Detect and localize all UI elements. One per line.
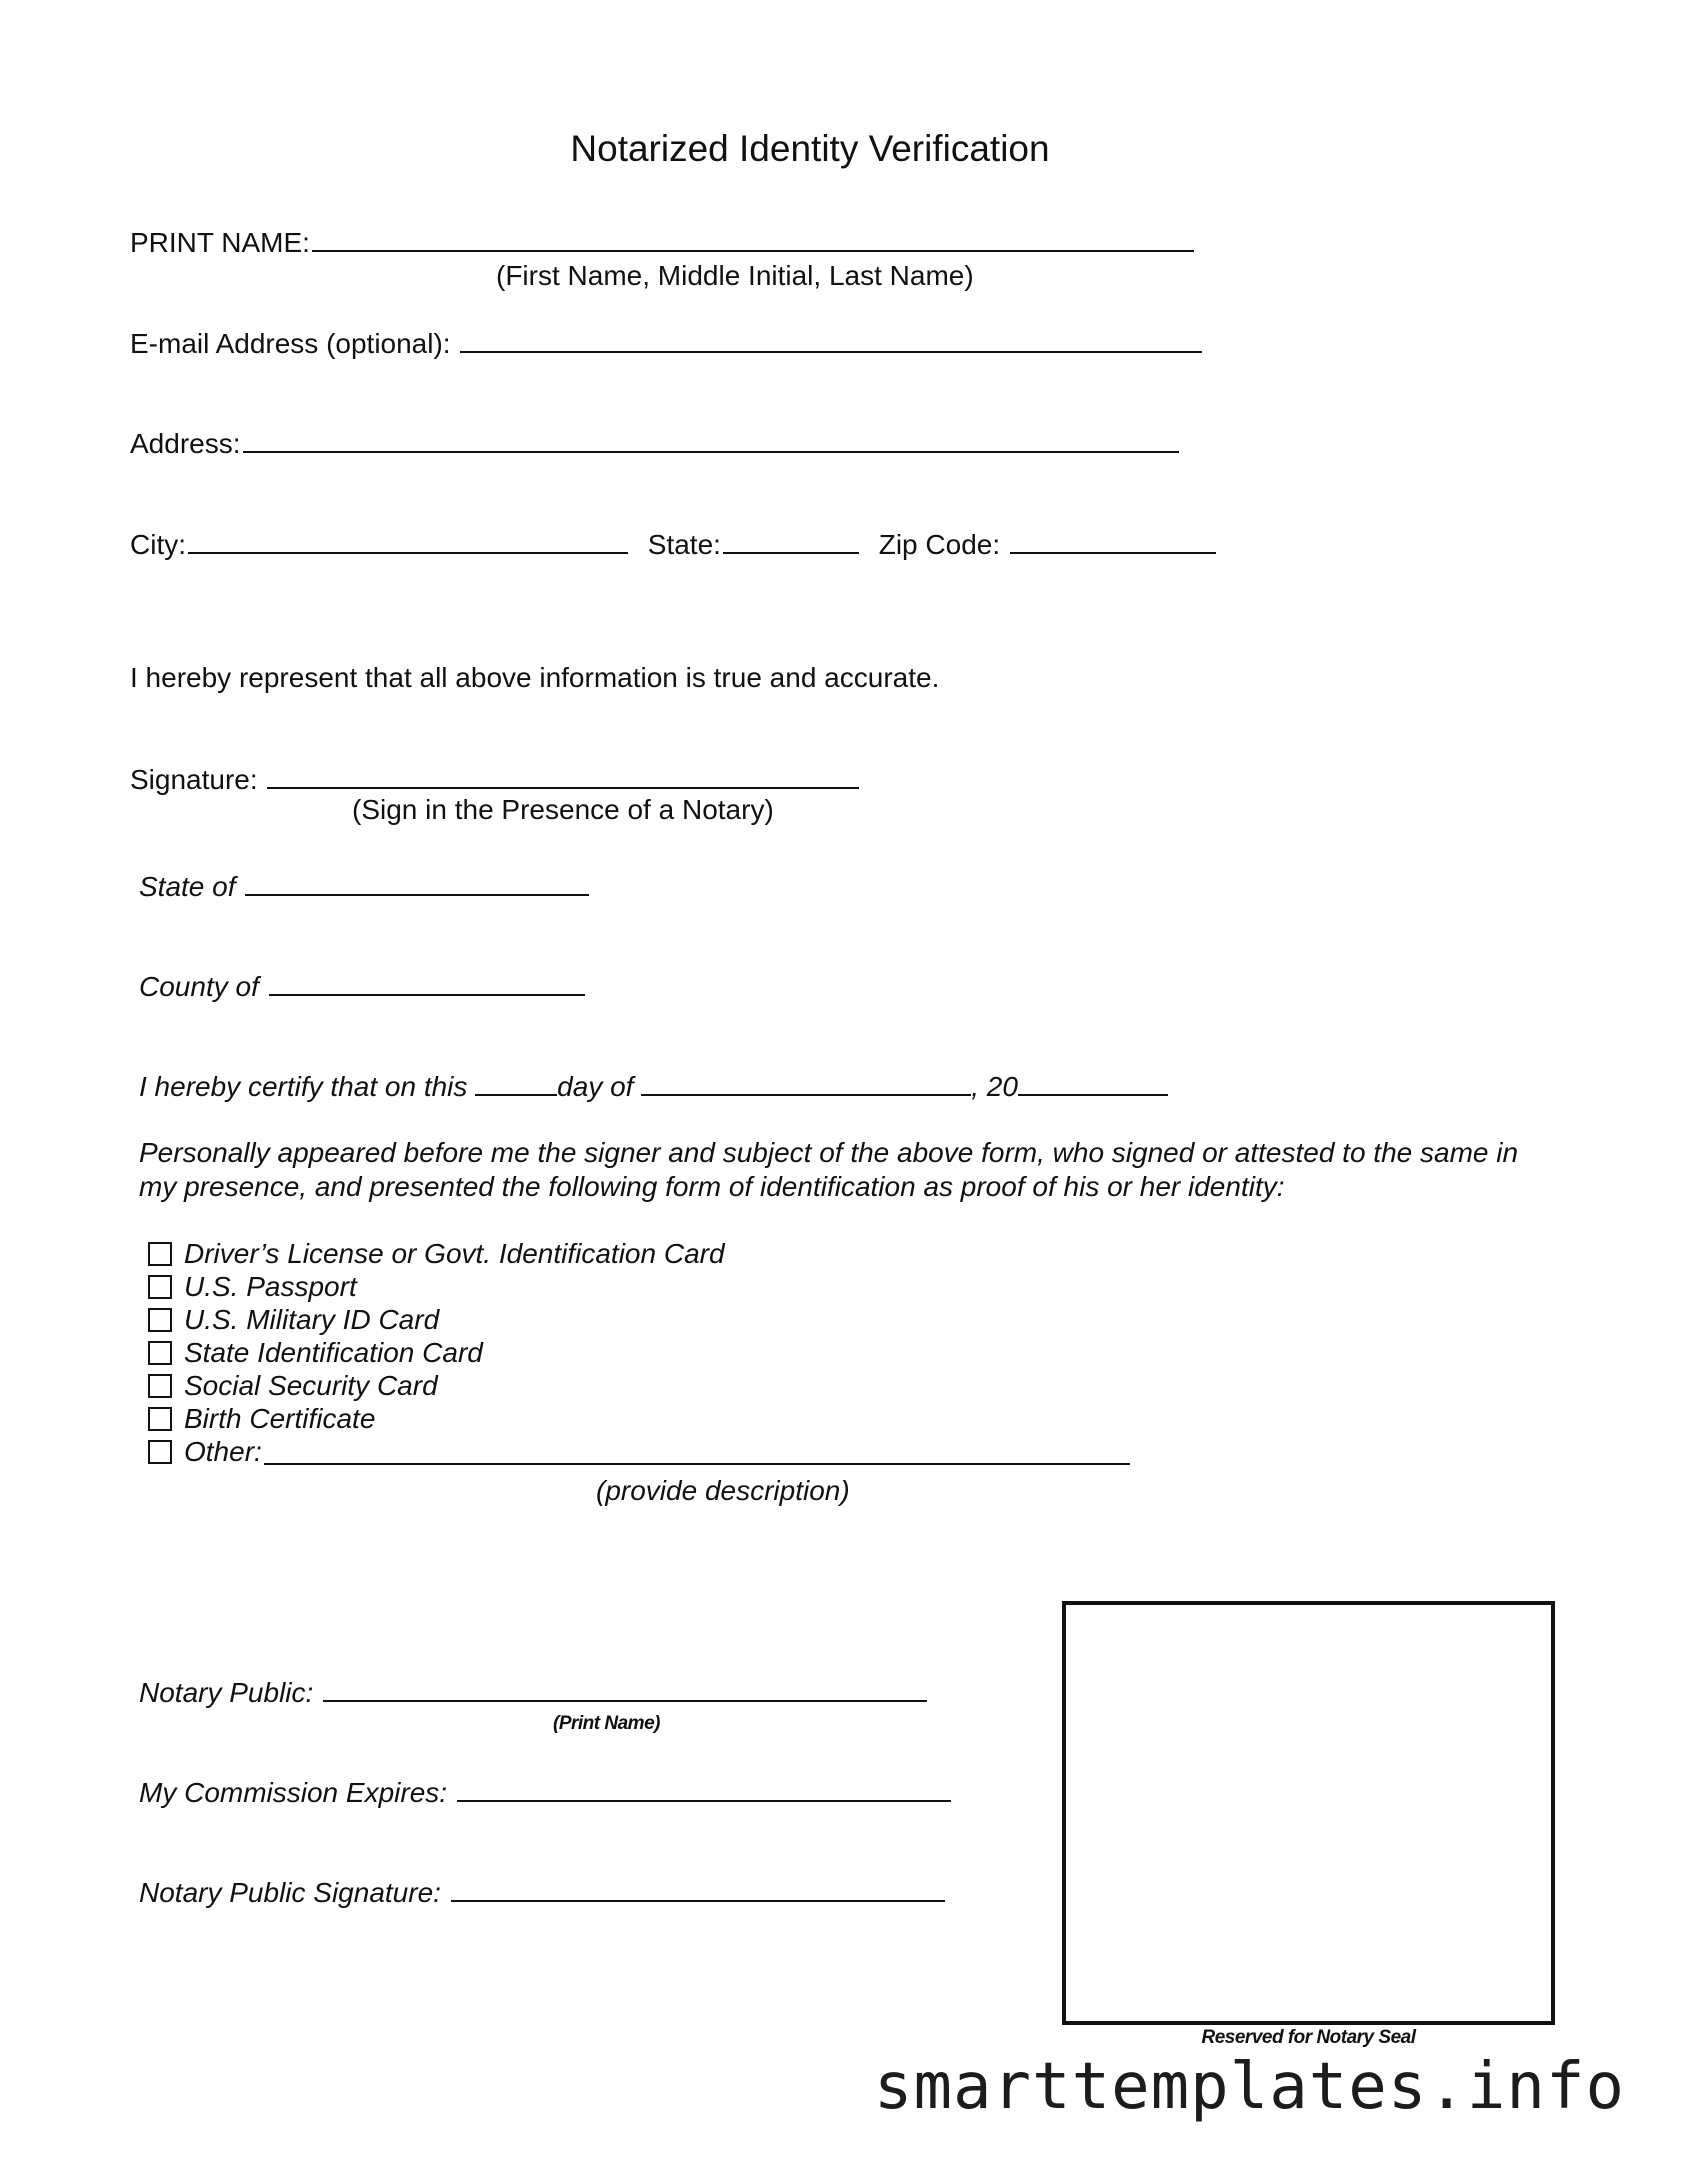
state-label: State:	[647, 529, 721, 560]
county-of-field[interactable]	[269, 970, 585, 996]
commission-field[interactable]	[457, 1776, 951, 1802]
certify-day-label: day of	[557, 1071, 642, 1102]
certify-year-field[interactable]	[1018, 1070, 1168, 1096]
certify-year-label: , 20	[971, 1071, 1018, 1102]
other-description-field[interactable]	[264, 1439, 1130, 1465]
other-hint: (provide description)	[596, 1475, 850, 1506]
address-row	[130, 427, 1179, 460]
checkbox[interactable]	[148, 1374, 172, 1398]
id-option-social-security	[148, 1369, 1130, 1402]
checkbox[interactable]	[148, 1341, 172, 1365]
appeared-line-2: my presence, and presented the following form of identification as proof of his or her identity:	[139, 1171, 1285, 1202]
print-name-row	[130, 226, 1194, 259]
option-label: Driver’s License or Govt. Identification Card	[184, 1237, 725, 1269]
email-row	[130, 327, 1202, 360]
id-options-list	[148, 1237, 1130, 1468]
option-label: State Identification Card	[184, 1336, 483, 1368]
state-field[interactable]	[723, 528, 859, 554]
option-label: U.S. Military ID Card	[184, 1303, 440, 1335]
option-label: Other:	[184, 1435, 262, 1467]
print-name-field[interactable]	[312, 226, 1194, 252]
signature-label: Signature:	[130, 764, 266, 795]
commission-row	[139, 1776, 951, 1809]
email-field[interactable]	[460, 327, 1202, 353]
city-field[interactable]	[188, 528, 628, 554]
certify-day-field[interactable]	[475, 1070, 557, 1096]
checkbox[interactable]	[148, 1440, 172, 1464]
watermark: smarttemplates.info	[873, 2050, 1625, 2124]
checkbox[interactable]	[148, 1242, 172, 1266]
county-of-row	[139, 970, 585, 1003]
print-name-label: PRINT NAME:	[130, 227, 310, 258]
notary-signature-label: Notary Public Signature:	[139, 1877, 449, 1908]
notary-signature-row	[139, 1876, 945, 1909]
checkbox[interactable]	[148, 1308, 172, 1332]
id-option-state-id	[148, 1336, 1130, 1369]
declaration-text: I hereby represent that all above information is true and accurate.	[130, 662, 940, 693]
certify-row	[139, 1070, 1168, 1103]
state-of-row	[139, 870, 589, 903]
address-field[interactable]	[243, 427, 1179, 453]
email-label: E-mail Address (optional):	[130, 328, 459, 359]
option-label: U.S. Passport	[184, 1270, 357, 1302]
signature-field[interactable]	[267, 763, 859, 789]
signature-row	[130, 763, 859, 796]
state-of-field[interactable]	[245, 870, 589, 896]
certify-prefix: I hereby certify that on this	[139, 1071, 476, 1102]
notary-signature-field[interactable]	[451, 1876, 945, 1902]
state-of-label: State of	[139, 871, 244, 902]
id-option-birth-certificate	[148, 1402, 1130, 1435]
seal-caption: Reserved for Notary Seal	[1201, 2027, 1416, 2048]
document-title: Notarized Identity Verification	[570, 128, 1050, 169]
notary-public-field[interactable]	[323, 1676, 927, 1702]
notary-seal-box	[1062, 1601, 1555, 2025]
checkbox[interactable]	[148, 1407, 172, 1431]
zip-label: Zip Code:	[878, 529, 1008, 560]
city-label: City:	[130, 529, 186, 560]
checkbox[interactable]	[148, 1275, 172, 1299]
signature-hint: (Sign in the Presence of a Notary)	[352, 794, 774, 825]
appeared-line-1: Personally appeared before me the signer and subject of the above form, who signed or attested to the same in	[139, 1137, 1519, 1168]
notary-public-label: Notary Public:	[139, 1677, 322, 1708]
id-option-passport	[148, 1270, 1130, 1303]
notary-print-name-hint: (Print Name)	[553, 1713, 660, 1734]
certify-month-field[interactable]	[641, 1070, 971, 1096]
zip-field[interactable]	[1010, 528, 1216, 554]
notary-public-row	[139, 1676, 927, 1709]
commission-label: My Commission Expires:	[139, 1777, 455, 1808]
id-option-military-id	[148, 1303, 1130, 1336]
option-label: Social Security Card	[184, 1369, 438, 1401]
county-of-label: County of	[139, 971, 267, 1002]
id-option-other	[148, 1435, 1130, 1468]
city-state-zip-row	[130, 528, 1216, 561]
id-option-drivers-license	[148, 1237, 1130, 1270]
option-label: Birth Certificate	[184, 1402, 376, 1434]
print-name-hint: (First Name, Middle Initial, Last Name)	[496, 260, 974, 291]
address-label: Address:	[130, 428, 241, 459]
